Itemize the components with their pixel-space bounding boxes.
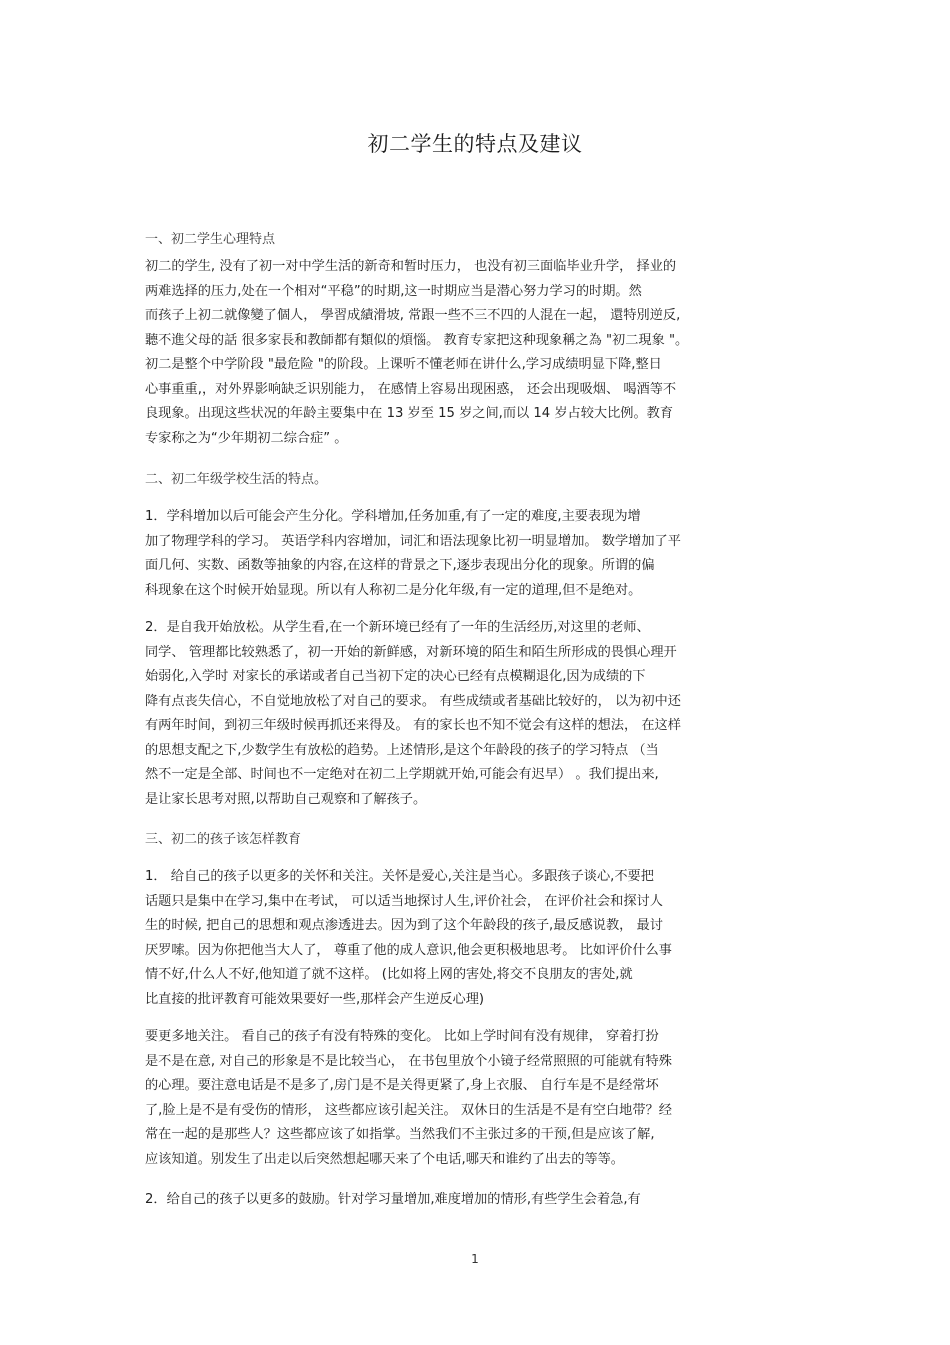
text-line: 是让家长思考对照,以帮助自己观察和了解孩子。 xyxy=(145,791,427,807)
text-line: 降有点丧失信心，不自觉地放松了对自己的要求。 有些成绩或者基础比较好的， 以为初中还 xyxy=(145,693,681,709)
text-line: 良现象。出现这些状况的年龄主要集中在 13 岁至 15 岁之间,而以 14 岁占较大比例。教育 xyxy=(145,406,674,421)
text-line: 加了物理学科的学习。 英语学科内容增加，词汇和语法现象比初一明显增加。 数学增加了平 xyxy=(145,533,681,549)
section-3-paragraph-2 xyxy=(145,1025,815,1172)
text-line: 比直接的批评教育可能效果要好一些,那样会产生逆反心理) xyxy=(145,991,485,1007)
text-line: 心事重重,，对外界影响缺乏识别能力， 在感情上容易出现困惑， 还会出现吸烟、 喝酒等不 xyxy=(145,381,677,397)
text-line: 有两年时间，到初三年级时候再抓还来得及。 有的家长也不知不觉会有这样的想法， 在这样 xyxy=(145,718,681,733)
text-line: 的心理。要注意电话是不是多了,房门是不是关得更紧了,身上衣服、 自行车是不是经常坏 xyxy=(145,1078,659,1093)
text-line: 而孩子上初二就像變了個人， 學習成績滑坡, 常跟一些不三不四的人混在一起， 還特別逆反, xyxy=(145,308,681,323)
document-title: 初二学生的特点及建议 xyxy=(367,132,583,156)
section-3-paragraph-3 xyxy=(145,1188,815,1213)
text-line: 应该知道。别发生了出走以后突然想起哪天来了个电话,哪天和谁约了出去的等等。 xyxy=(145,1151,624,1167)
section-1-paragraph-1 xyxy=(145,255,815,451)
text-line: 情不好,什么人不好,他知道了就不这样。 (比如将上网的害处,将交不良朋友的害处,就 xyxy=(145,967,633,982)
section-2-paragraph-1 xyxy=(145,505,815,603)
text-line: 1． 给自己的孩子以更多的关怀和关注。关怀是爱心,关注是当心。多跟孩子谈心,不要把 xyxy=(145,869,654,884)
text-line: 2．给自己的孩子以更多的鼓励。针对学习量增加,难度增加的情形,有些学生会着急,有 xyxy=(145,1192,641,1207)
text-line: 初二的学生, 没有了初一对中学生活的新奇和暂时压力， 也没有初三面临毕业升学， 择业的 xyxy=(145,259,677,274)
text-line: 常在一起的是那些人？这些都应该了如指掌。当然我们不主张过多的干预,但是应该了解, xyxy=(145,1127,655,1142)
text-line: 初二是整个中学阶段 "最危险 "的阶段。上课听不懂老师在讲什么,学习成绩明显下降,整日 xyxy=(145,357,662,372)
text-line: 生的时候, 把自己的思想和观点渗透进去。因为到了这个年龄段的孩子,最反感说教， 最讨 xyxy=(145,918,663,933)
section-3-paragraph-1 xyxy=(145,865,815,1012)
text-line: 两难选择的压力,处在一个相对“平稳”的时期,这一时期应当是潜心努力学习的时期。然 xyxy=(145,283,642,299)
text-line: 同学、 管理都比较熟悉了，初一开始的新鲜感，对新环境的陌生和陌生所形成的畏惧心理开 xyxy=(145,644,677,660)
text-line: 1．学科增加以后可能会产生分化。学科增加,任务加重,有了一定的难度,主要表现为增 xyxy=(145,509,641,524)
section-2-heading: 二、初二年级学校生活的特点。 xyxy=(145,472,328,487)
page-number: 1 xyxy=(471,1252,479,1266)
text-line: 专家称之为“少年期初二综合症” 。 xyxy=(145,430,348,446)
text-line: 厌罗嗦。因为你把他当大人了， 尊重了他的成人意识,他会更积极地思考。 比如评价什么事 xyxy=(145,942,672,958)
text-line: 然不一定是全部、时间也不一定绝对在初二上学期就开始,可能会有迟早） 。我们提出来, xyxy=(145,767,659,782)
text-line: 2．是自我开始放松。从学生看,在一个新环境已经有了一年的生活经历,对这里的老师、 xyxy=(145,620,650,635)
text-line: 话题只是集中在学习,集中在考试， 可以适当地探讨人生,评价社会， 在评价社会和探讨人 xyxy=(145,893,663,909)
text-line: 要更多地关注。 看自己的孩子有没有特殊的变化。 比如上学时间有没有规律， 穿着打扮 xyxy=(145,1029,659,1044)
section-3-heading: 三、初二的孩子该怎样教育 xyxy=(145,832,302,847)
section-2-paragraph-2 xyxy=(145,616,815,812)
text-line: 始弱化,入学时 对家长的承诺或者自己当初下定的决心已经有点模糊退化,因为成绩的下 xyxy=(145,669,646,684)
text-line: 面几何、实数、函数等抽象的内容,在这样的背景之下,逐步表现出分化的现象。所谓的偏 xyxy=(145,558,655,573)
text-line: 了,脸上是不是有受伤的情形， 这些都应该引起关注。 双休日的生活是不是有空白地带？经 xyxy=(145,1102,672,1118)
text-line: 的思想支配之下,少数学生有放松的趋势。上述情形,是这个年龄段的孩子的学习特点 （当 xyxy=(145,742,659,758)
text-line: 科现象在这个时候开始显现。所以有人称初二是分化年级,有一定的道理,但不是绝对。 xyxy=(145,582,642,598)
text-line: 聽不進父母的話 很多家長和教師都有類似的煩惱。 教育专家把这种现象稱之為 "初二現象 "。 xyxy=(145,332,689,348)
text-line: 是不是在意, 对自己的形象是不是比较当心， 在书包里放个小镜子经常照照的可能就有特殊 xyxy=(145,1053,672,1069)
section-1-heading: 一、初二学生心理特点 xyxy=(145,232,276,247)
